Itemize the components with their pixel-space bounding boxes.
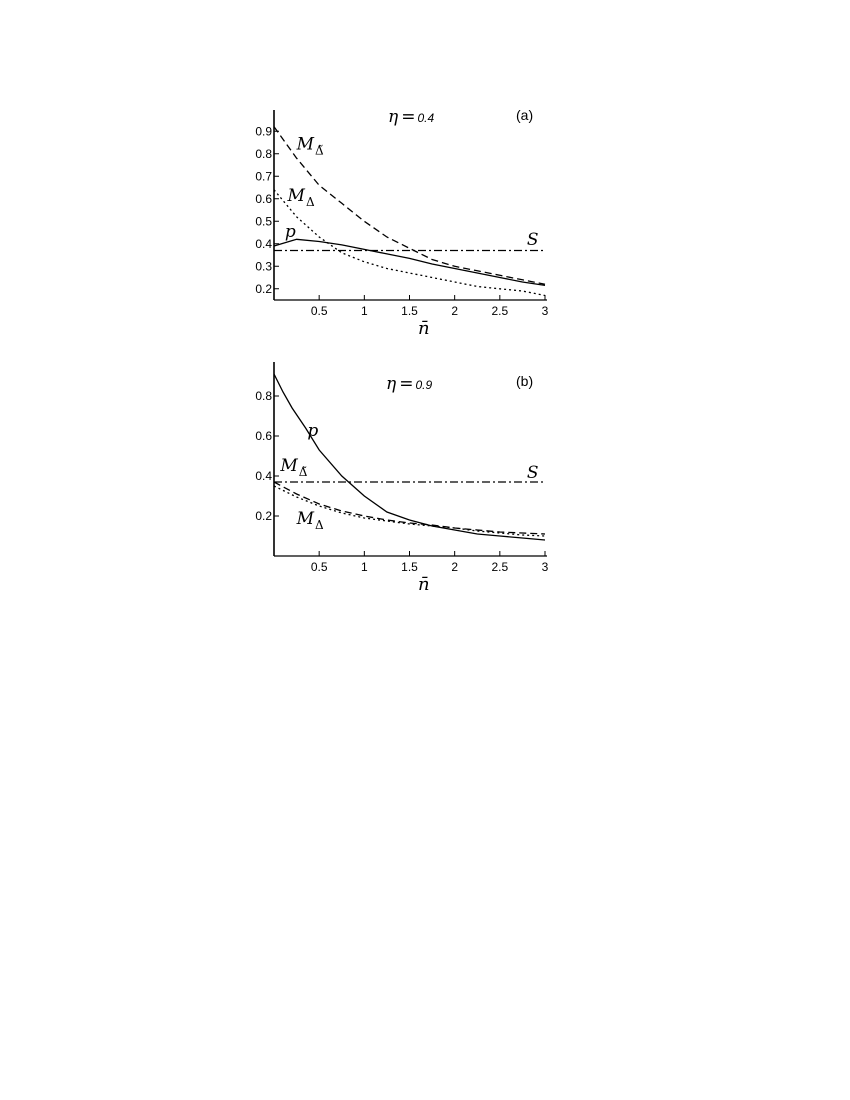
y-tick-label-b: 0.6 xyxy=(255,429,272,443)
series-line-a-solid xyxy=(274,239,545,285)
x-tick-label-b: 2.5 xyxy=(491,560,509,574)
x-tick-label-b: 1.5 xyxy=(401,560,418,574)
y-tick-label-a: 0.2 xyxy=(255,281,272,296)
panel-label-a: (a) xyxy=(516,107,534,123)
y-tick-label-a: 0.7 xyxy=(255,169,272,184)
y-tick-label-a: 0.4 xyxy=(255,236,272,251)
series-label-b-dotted: $M_\Delta$ xyxy=(296,509,324,532)
x-tick-label-b: 3 xyxy=(541,560,549,574)
y-tick-label-b: 0.8 xyxy=(255,389,272,403)
x-tick-label-b: 0.5 xyxy=(310,560,328,574)
y-tick-label-a: 0.6 xyxy=(255,191,272,206)
series-label-b-solid: p xyxy=(307,421,319,441)
chart-panel-a xyxy=(255,107,548,339)
y-tick-label-a: 0.9 xyxy=(255,124,272,139)
series-label-a-solid: p xyxy=(284,222,296,242)
x-tick-label-a: 1.5 xyxy=(401,304,418,318)
x-tick-label-b: 2 xyxy=(451,560,459,574)
eta-annotation-b: η = 0.9 xyxy=(386,374,433,394)
eta-annotation-a: η = 0.4 xyxy=(388,107,435,127)
x-tick-label-a: 1 xyxy=(360,304,368,318)
x-tick-label-b: 1 xyxy=(360,560,368,574)
series-label-a-dashdot: S xyxy=(526,229,539,250)
y-tick-label-a: 0.3 xyxy=(255,259,272,274)
x-tick-label-a: 2.5 xyxy=(491,304,509,318)
x-tick-label-a: 0.5 xyxy=(310,304,328,318)
y-tick-label-a: 0.5 xyxy=(255,214,272,229)
series-line-b-solid xyxy=(274,374,545,540)
chart-panel-b xyxy=(255,362,548,595)
series-label-b-dashdot: S xyxy=(526,463,539,483)
panel-label-b: (b) xyxy=(516,373,534,389)
series-label-a-dotted: $M_\Delta$ xyxy=(287,186,315,209)
y-tick-label-b: 0.4 xyxy=(255,469,272,483)
series-label-a-dashed: $M_{\Deltã}$ xyxy=(296,134,324,158)
x-tick-label-a: 3 xyxy=(541,304,549,318)
y-tick-label-b: 0.2 xyxy=(255,509,272,523)
x-tick-label-a: 2 xyxy=(451,304,459,318)
series-label-b-dashed: $M_{\Deltã}$ xyxy=(280,456,308,479)
y-tick-label-a: 0.8 xyxy=(255,146,272,161)
x-axis-label-a: n̄ xyxy=(418,318,430,339)
x-axis-label-b: n̄ xyxy=(418,574,430,595)
